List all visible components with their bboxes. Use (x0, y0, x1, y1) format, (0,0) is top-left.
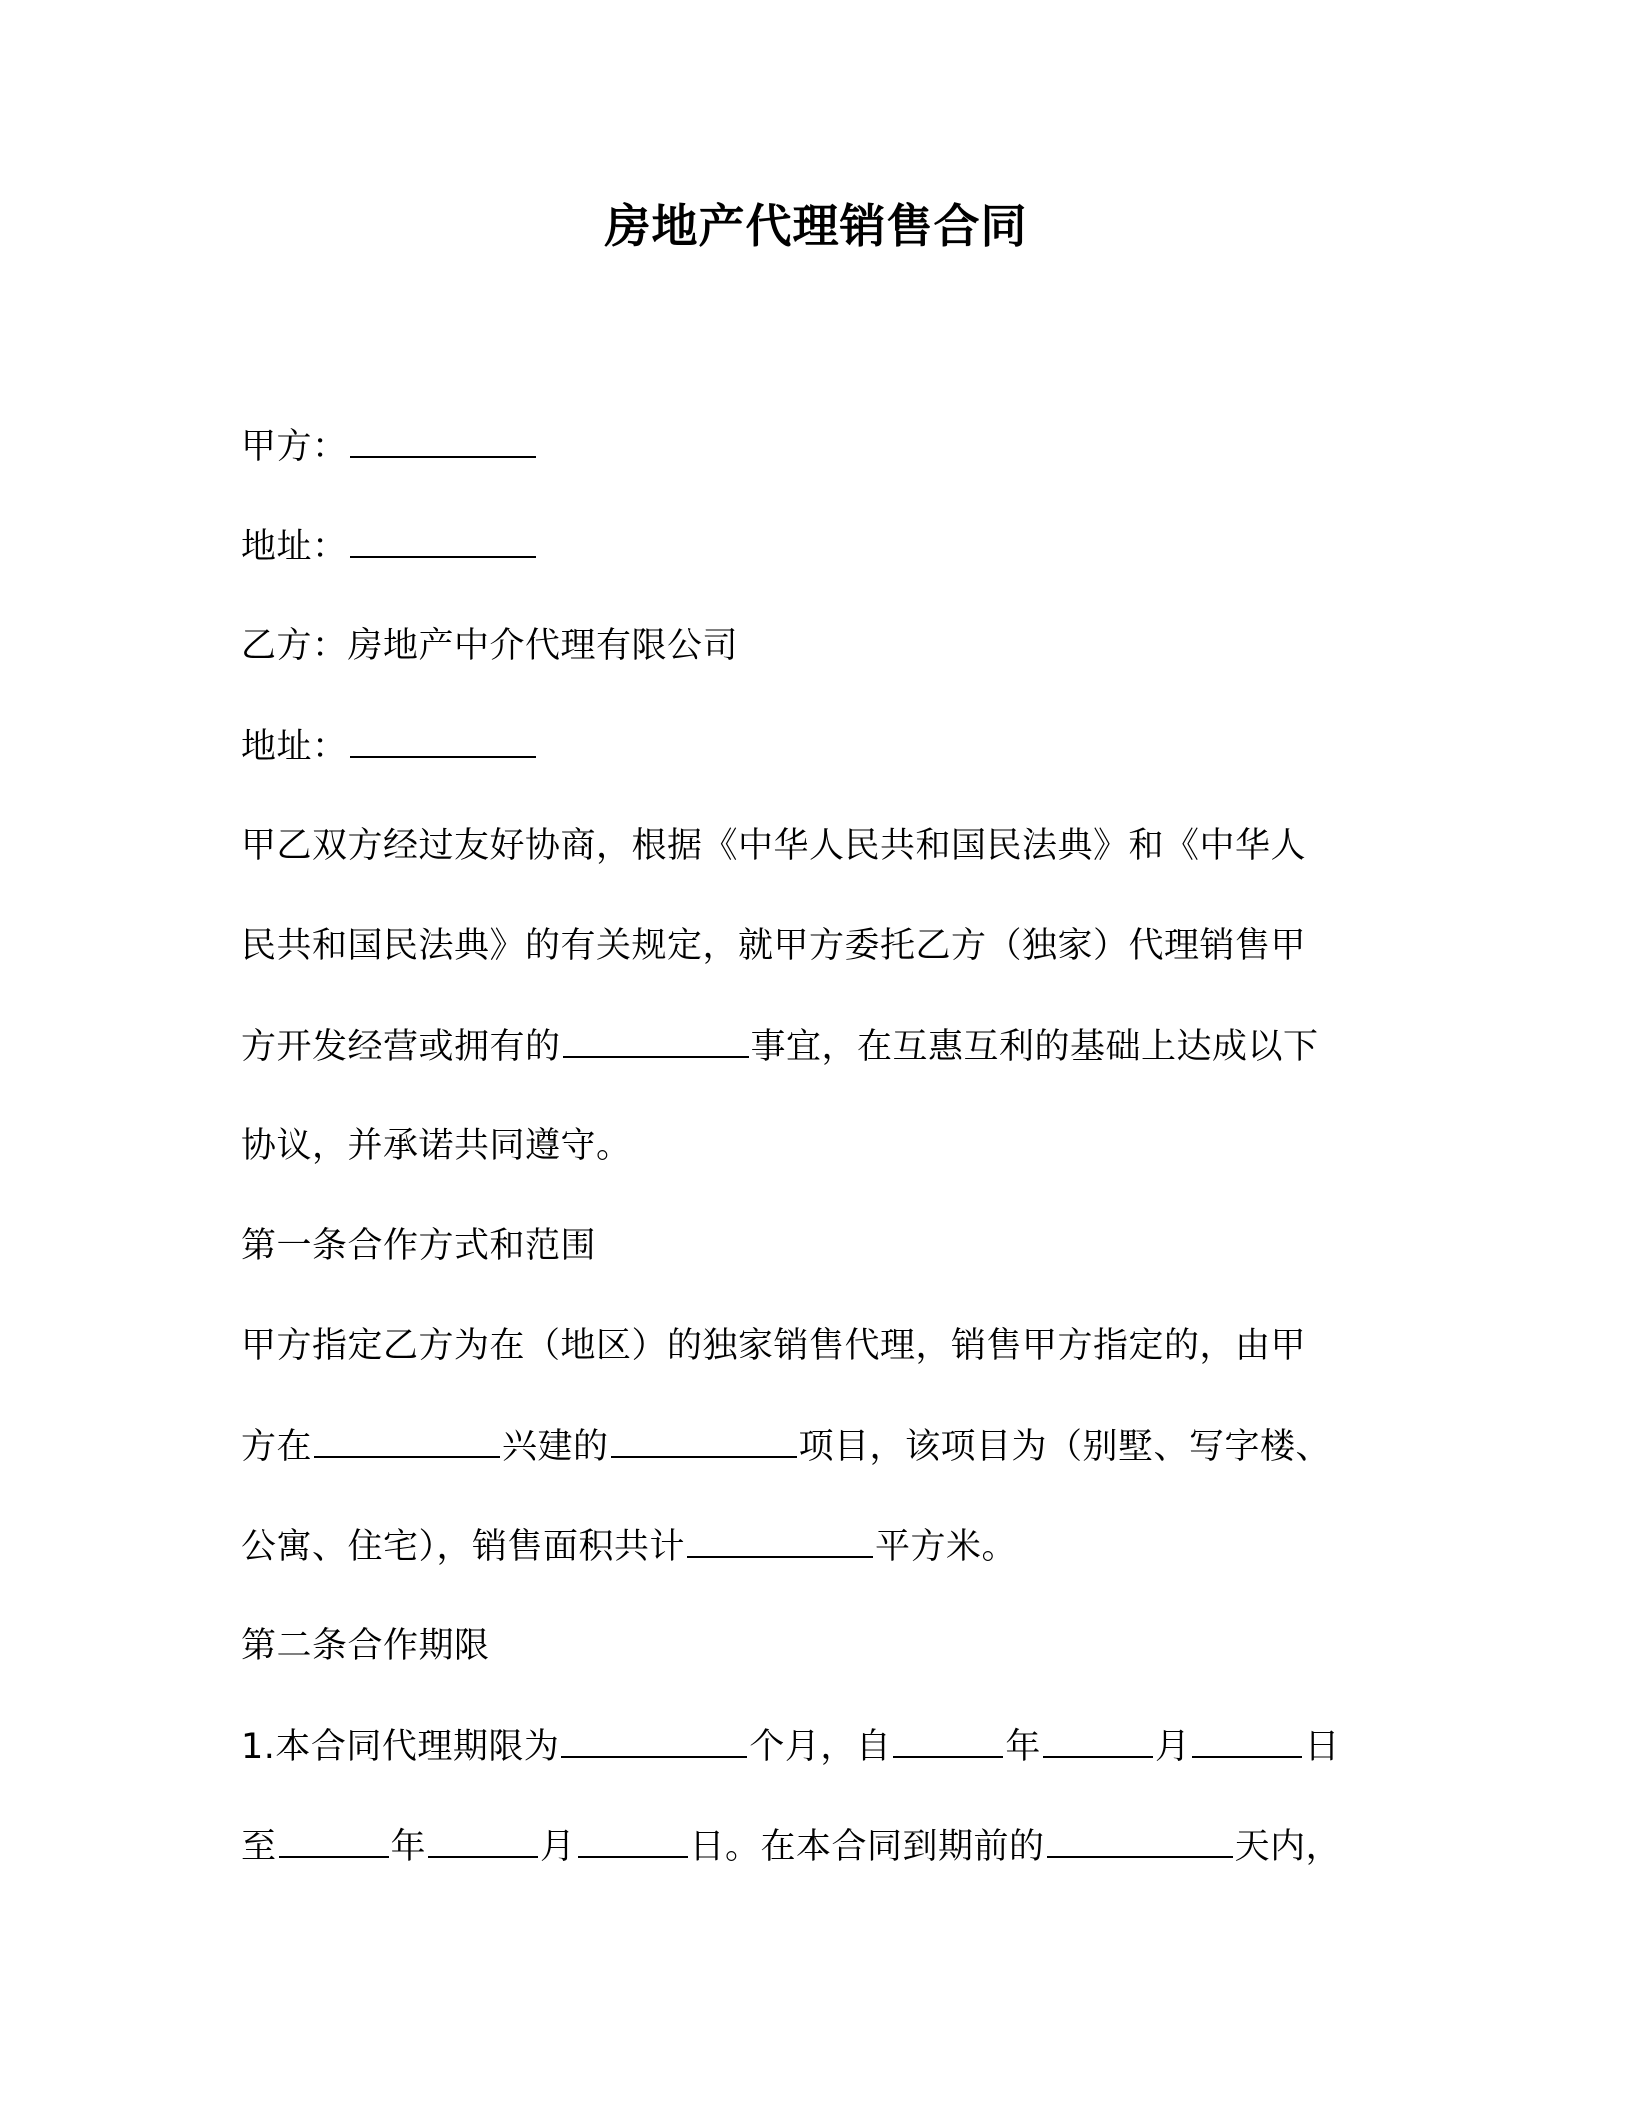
article2-text: 日。在本合同到期前的 (689, 1827, 1045, 1867)
party-a-address-line (241, 522, 538, 571)
article2-text: 年 (1005, 1727, 1041, 1767)
article1-text: 项目，该项目为（别墅、写字楼、 (798, 1427, 1332, 1467)
end-year-blank[interactable] (279, 1822, 389, 1858)
article1-text: 平方米。 (875, 1527, 1018, 1567)
article2-text: 天内， (1234, 1827, 1342, 1867)
preamble-line-1: 甲乙双方经过友好协商，根据《中华人民共和国民法典》和《中华人 (241, 826, 1307, 866)
property-blank[interactable] (563, 1022, 749, 1058)
article2-line-2 (241, 1822, 1341, 1871)
article2-text: 日 (1304, 1727, 1340, 1767)
party-a-line (241, 422, 538, 471)
article1-line-2 (241, 1422, 1331, 1471)
project-blank[interactable] (611, 1422, 797, 1458)
start-day-blank[interactable] (1192, 1722, 1302, 1758)
end-month-blank[interactable] (428, 1822, 538, 1858)
article2-text: 年 (390, 1827, 427, 1867)
document-title: 房地产代理销售合同 (604, 199, 1028, 253)
preamble-line-3 (241, 1022, 1319, 1071)
preamble-line-2: 民共和国民法典》的有关规定，就甲方委托乙方（独家）代理销售甲 (241, 926, 1307, 966)
article2-text: 1.本合同代理期限为 (241, 1727, 560, 1767)
party-a-blank[interactable] (350, 422, 536, 458)
article2-text: 至 (241, 1827, 277, 1867)
article2-text: 月 (540, 1827, 576, 1867)
preamble-line-4: 协议，并承诺共同遵守。 (241, 1126, 632, 1166)
start-month-blank[interactable] (1043, 1722, 1153, 1758)
article1-text: 方在 (241, 1427, 313, 1467)
location-blank[interactable] (314, 1422, 500, 1458)
party-b-address-blank[interactable] (350, 722, 536, 758)
address-label: 地址： (241, 527, 348, 567)
article2-heading: 第二条合作期限 (241, 1626, 490, 1666)
area-blank[interactable] (687, 1522, 873, 1558)
preamble-text: 方开发经营或拥有的 (241, 1027, 561, 1067)
article1-heading: 第一条合作方式和范围 (241, 1226, 597, 1266)
article1-line-3 (241, 1522, 1017, 1571)
article2-text: 个月，自 (749, 1727, 892, 1767)
article1-line-1: 甲方指定乙方为在（地区）的独家销售代理，销售甲方指定的，由甲 (241, 1326, 1307, 1366)
months-blank[interactable] (561, 1722, 747, 1758)
article2-line-1 (241, 1722, 1340, 1771)
party-b-address-line (241, 722, 538, 771)
start-year-blank[interactable] (893, 1722, 1003, 1758)
end-day-blank[interactable] (578, 1822, 688, 1858)
preamble-text: 事宜，在互惠互利的基础上达成以下 (750, 1027, 1319, 1067)
article1-text: 公寓、住宅），销售面积共计 (241, 1527, 686, 1567)
party-b-line: 乙方：房地产中介代理有限公司 (241, 626, 739, 666)
party-a-label: 甲方： (241, 427, 348, 467)
party-a-address-blank[interactable] (350, 522, 536, 558)
article2-text: 月 (1154, 1727, 1191, 1767)
article1-text: 兴建的 (502, 1427, 609, 1467)
days-blank[interactable] (1047, 1822, 1233, 1858)
address-label: 地址： (241, 727, 348, 767)
